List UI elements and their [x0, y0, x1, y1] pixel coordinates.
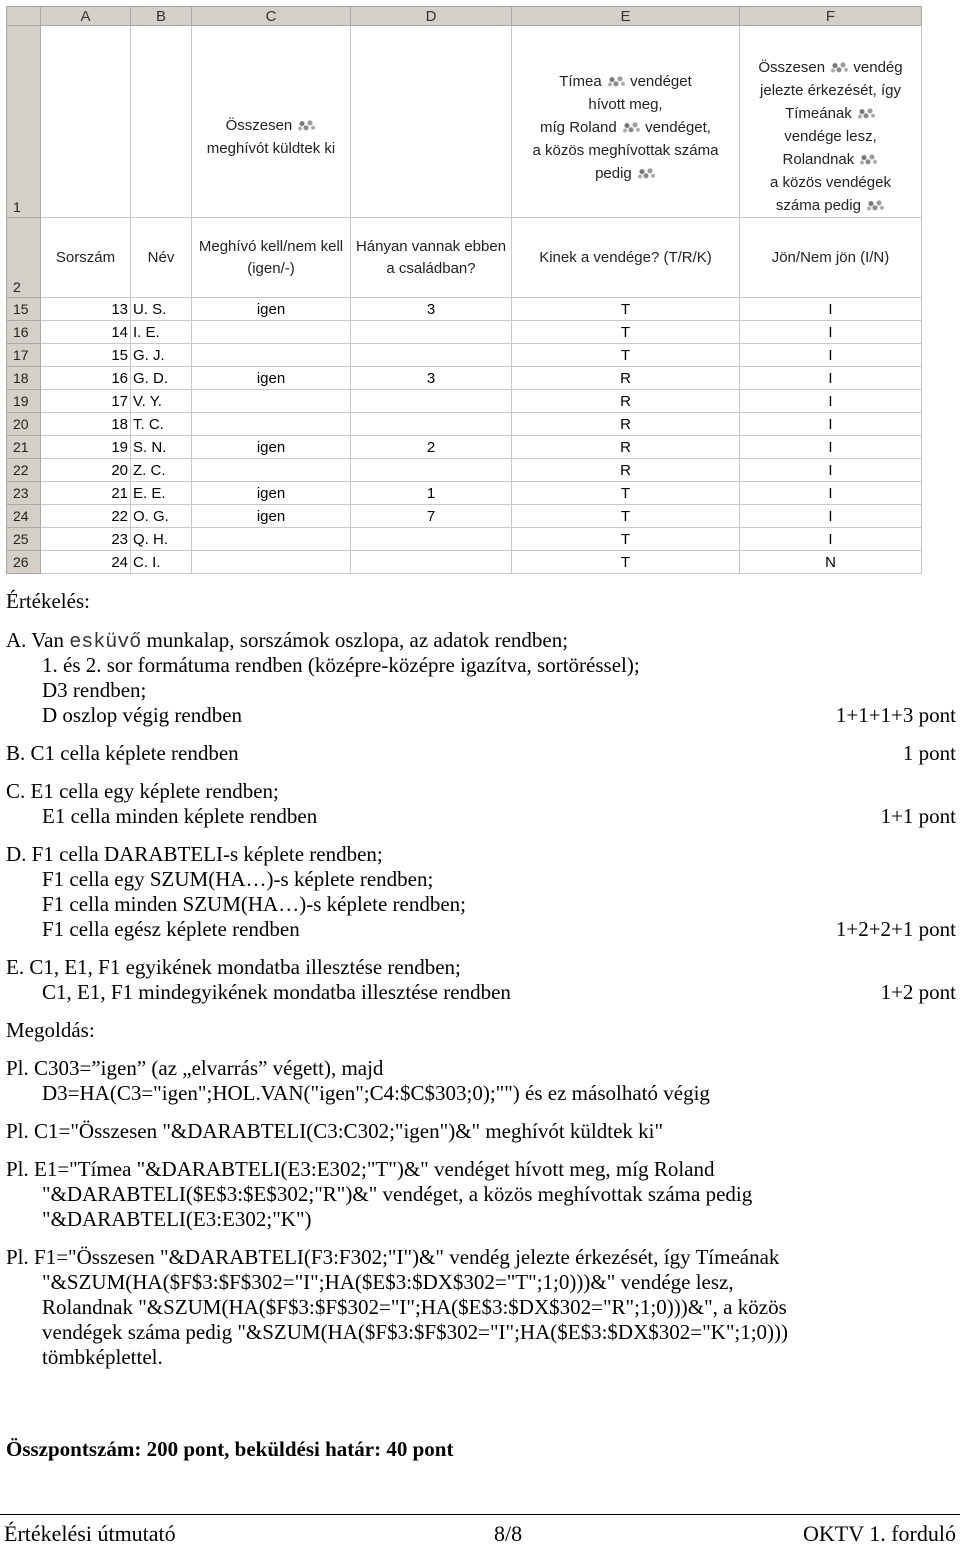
eval-a-line-2: 1. és 2. sor formátuma rendben (középre-középre igazítva, sortöréssel);	[42, 653, 640, 677]
cell-c[interactable]	[192, 551, 351, 574]
eval-a-points: 1+1+1+3 pont	[835, 703, 956, 727]
obscured-number-icon	[856, 106, 876, 120]
cell-e[interactable]: T	[512, 528, 740, 551]
solution-p4-line-3: Rolandnak "&SZUM(HA($F$3:$F$302="I";HA($E$3:$DX$302="R";1;0)))&", a közös	[42, 1295, 787, 1319]
cell-e1-text-2: vendéget	[630, 73, 692, 90]
cell-c[interactable]	[192, 321, 351, 344]
cell-c[interactable]	[192, 459, 351, 482]
row-header[interactable]: 21	[7, 436, 41, 459]
row-header[interactable]: 15	[7, 298, 41, 321]
row-header[interactable]: 22	[7, 459, 41, 482]
table-row	[7, 436, 922, 459]
cell-d[interactable]	[351, 413, 512, 436]
column-header-f[interactable]: F	[740, 7, 922, 26]
cell-f1[interactable]	[740, 26, 922, 218]
solution-p3-line-1: Pl. E1="Tímea "&DARABTELI(E3:E302;"T")&" vendéget hívott meg, míg Roland	[6, 1157, 715, 1181]
cell-d[interactable]: 3	[351, 367, 512, 390]
cell-e1[interactable]	[512, 26, 740, 218]
cell-d[interactable]: 7	[351, 505, 512, 528]
cell-f1-text-1: Összesen	[758, 59, 826, 76]
cell-a[interactable]: 22	[41, 505, 131, 528]
cell-f[interactable]: I	[740, 505, 922, 528]
cell-e[interactable]: T	[512, 482, 740, 505]
cell-e1-text-4: míg Roland	[540, 119, 617, 136]
solution-heading: Megoldás:	[6, 1018, 95, 1042]
solution-p1-line-1: Pl. C303=”igen” (az „elvarrás” végett), majd	[6, 1056, 384, 1080]
eval-a-line-1	[6, 628, 956, 655]
cell-b[interactable]: G. D.	[131, 367, 192, 390]
eval-d-line-3: F1 cella minden SZUM(HA…)-s képlete rendben;	[42, 892, 466, 916]
cell-f[interactable]: I	[740, 344, 922, 367]
cell-b2[interactable]: Név	[131, 218, 192, 298]
total-points: Összpontszám: 200 pont, beküldési határ: 40 pont	[6, 1437, 454, 1461]
table-row	[7, 505, 922, 528]
cell-e[interactable]: R	[512, 367, 740, 390]
cell-a[interactable]: 17	[41, 390, 131, 413]
cell-f1-text-7: a közös vendégek	[770, 174, 891, 191]
cell-b[interactable]: E. E.	[131, 482, 192, 505]
row-header[interactable]: 20	[7, 413, 41, 436]
cell-a[interactable]: 20	[41, 459, 131, 482]
eval-a-line-4: D oszlop végig rendben	[42, 703, 243, 727]
page-number: 8/8	[494, 1521, 523, 1545]
cell-d[interactable]: 3	[351, 298, 512, 321]
column-header-d[interactable]: D	[351, 7, 512, 26]
cell-a[interactable]: 13	[41, 298, 131, 321]
cell-b[interactable]: G. J.	[131, 344, 192, 367]
cell-a[interactable]: 14	[41, 321, 131, 344]
eval-b-points: 1 pont	[902, 741, 956, 765]
sheet-row-2	[7, 218, 922, 298]
cell-a2[interactable]: Sorszám	[41, 218, 131, 298]
cell-c[interactable]	[192, 344, 351, 367]
cell-a[interactable]: 16	[41, 367, 131, 390]
cell-e1-text-5: vendéget,	[645, 119, 711, 136]
cell-f1-text-6: Rolandnak	[782, 151, 855, 168]
cell-b[interactable]: I. E.	[131, 321, 192, 344]
row-header[interactable]: 2	[7, 218, 41, 298]
row-header[interactable]: 17	[7, 344, 41, 367]
row-header[interactable]: 19	[7, 390, 41, 413]
table-row	[7, 298, 922, 321]
cell-b[interactable]: U. S.	[131, 298, 192, 321]
eval-e-line-2: C1, E1, F1 mindegyikének mondatba illesztése rendben	[42, 980, 511, 1004]
eval-d-line-4: F1 cella egész képlete rendben	[42, 917, 300, 941]
cell-c2[interactable]: Meghívó kell/nem kell (igen/-)	[192, 218, 351, 298]
worksheet-name: esküvő	[69, 631, 142, 654]
column-header-c[interactable]: C	[192, 7, 351, 26]
cell-b[interactable]: S. N.	[131, 436, 192, 459]
table-row	[7, 551, 922, 574]
column-header-row	[7, 7, 922, 26]
cell-c1[interactable]	[192, 26, 351, 218]
cell-f[interactable]: I	[740, 321, 922, 344]
cell-a1[interactable]	[41, 26, 131, 218]
footer-right: OKTV 1. forduló	[803, 1521, 956, 1545]
cell-c[interactable]: igen	[192, 298, 351, 321]
cell-c[interactable]: igen	[192, 482, 351, 505]
table-row	[7, 321, 922, 344]
row-header[interactable]: 16	[7, 321, 41, 344]
table-row	[7, 459, 922, 482]
footer-divider	[0, 1514, 960, 1515]
cell-d[interactable]	[351, 344, 512, 367]
cell-f1-text-4: Tímeának	[785, 105, 852, 122]
cell-c1-text-1: Összesen	[225, 116, 293, 134]
solution-p3-line-3: "&DARABTELI(E3:E302;"K")	[42, 1207, 312, 1231]
obscured-number-icon	[858, 152, 878, 166]
cell-e2[interactable]: Kinek a vendége? (T/R/K)	[512, 218, 740, 298]
cell-b[interactable]: Q. H.	[131, 528, 192, 551]
cell-f1-text-2: vendég	[853, 59, 903, 76]
cell-e[interactable]: T	[512, 551, 740, 574]
row-header[interactable]: 25	[7, 528, 41, 551]
solution-p4-line-4: vendégek száma pedig "&SZUM(HA($F$3:$F$302="I";HA($E$3:$DX$302="K";1;0)))	[42, 1320, 789, 1344]
cell-b[interactable]: T. C.	[131, 413, 192, 436]
cell-e1-text-1: Tímea	[559, 73, 602, 90]
cell-f[interactable]: I	[740, 436, 922, 459]
cell-e[interactable]: R	[512, 459, 740, 482]
eval-a-line-3: D3 rendben;	[42, 678, 147, 702]
cell-a[interactable]: 19	[41, 436, 131, 459]
evaluation-heading: Értékelés:	[6, 589, 90, 613]
table-row	[7, 482, 922, 505]
cell-b[interactable]: V. Y.	[131, 390, 192, 413]
cell-a[interactable]: 23	[41, 528, 131, 551]
cell-b[interactable]: Z. C.	[131, 459, 192, 482]
eval-b-line-1: B. C1 cella képlete rendben	[6, 741, 239, 765]
cell-f[interactable]: I	[740, 390, 922, 413]
cell-c1-text-2: meghívót küldtek ki	[206, 139, 336, 157]
cell-f2[interactable]: Jön/Nem jön (I/N)	[740, 218, 922, 298]
cell-e[interactable]: T	[512, 321, 740, 344]
obscured-number-icon	[621, 120, 641, 134]
obscured-number-icon	[865, 198, 885, 212]
table-row	[7, 390, 922, 413]
solution-p4-line-5: tömbképlettel.	[42, 1345, 163, 1369]
cell-e[interactable]: T	[512, 344, 740, 367]
footer-left: Értékelési útmutató	[4, 1521, 176, 1545]
spreadsheet-grid	[6, 6, 922, 574]
cell-c[interactable]	[192, 390, 351, 413]
cell-e[interactable]: T	[512, 298, 740, 321]
cell-a[interactable]: 24	[41, 551, 131, 574]
cell-e1-text-6: a közös meghívottak száma	[532, 142, 719, 159]
cell-b[interactable]: O. G.	[131, 505, 192, 528]
cell-e[interactable]: R	[512, 390, 740, 413]
solution-p2-line-1: Pl. C1="Összesen "&DARABTELI(C3:C302;"igen")&" meghívót küldtek ki"	[6, 1119, 664, 1143]
cell-d2[interactable]: Hányan vannak ebben a családban?	[351, 218, 512, 298]
row-header[interactable]: 26	[7, 551, 41, 574]
eval-d-points: 1+2+2+1 pont	[835, 917, 956, 941]
obscured-number-icon	[829, 60, 849, 74]
cell-c[interactable]: igen	[192, 436, 351, 459]
cell-d[interactable]	[351, 459, 512, 482]
solution-p1-line-2: D3=HA(C3="igen";HOL.VAN("igen";C4:$C$303;0);"") és ez másolható végig	[42, 1081, 710, 1105]
cell-e1-text-7: pedig	[595, 165, 632, 182]
cell-a[interactable]: 18	[41, 413, 131, 436]
cell-d1[interactable]	[351, 26, 512, 218]
table-row	[7, 413, 922, 436]
column-header-e[interactable]: E	[512, 7, 740, 26]
cell-f[interactable]: I	[740, 367, 922, 390]
cell-b[interactable]: C. I.	[131, 551, 192, 574]
eval-e-line-1: E. C1, E1, F1 egyikének mondatba illesztése rendben;	[6, 955, 461, 979]
cell-c[interactable]	[192, 413, 351, 436]
solution-p4-line-2: "&SZUM(HA($F$3:$F$302="I";HA($E$3:$DX$302="T";1;0)))&" vendége lesz,	[42, 1270, 734, 1294]
eval-c-line-2: E1 cella minden képlete rendben	[42, 804, 318, 828]
cell-d[interactable]	[351, 528, 512, 551]
cell-c[interactable]	[192, 528, 351, 551]
row-header[interactable]: 24	[7, 505, 41, 528]
eval-c-points: 1+1 pont	[880, 804, 956, 828]
cell-d[interactable]	[351, 321, 512, 344]
spreadsheet-screenshot	[6, 6, 921, 570]
row-header[interactable]: 23	[7, 482, 41, 505]
row-header[interactable]: 1	[7, 26, 41, 218]
eval-e-points: 1+2 pont	[880, 980, 956, 1004]
cell-f[interactable]: I	[740, 459, 922, 482]
cell-e1-text-3: hívott meg,	[588, 96, 663, 113]
cell-d[interactable]	[351, 390, 512, 413]
cell-f1-text-5: vendége lesz,	[784, 128, 877, 145]
cell-e[interactable]: R	[512, 436, 740, 459]
eval-c-line-1: C. E1 cella egy képlete rendben;	[6, 779, 279, 803]
obscured-number-icon	[296, 118, 316, 132]
cell-f1-text-8: száma pedig	[775, 197, 861, 214]
solution-p3-line-2: "&DARABTELI($E$3:$E$302;"R")&" vendéget, a közös meghívottak száma pedig	[42, 1182, 753, 1206]
solution-p4-line-1: Pl. F1="Összesen "&DARABTELI(F3:F302;"I")&" vendég jelezte érkezését, így Tímeának	[6, 1245, 780, 1269]
cell-f[interactable]: I	[740, 413, 922, 436]
cell-c[interactable]: igen	[192, 367, 351, 390]
eval-d-line-2: F1 cella egy SZUM(HA…)-s képlete rendben;	[42, 867, 434, 891]
cell-e[interactable]: T	[512, 505, 740, 528]
table-row	[7, 344, 922, 367]
eval-a-text: munkalap, sorszámok oszlopa, az adatok rendben;	[141, 628, 569, 652]
eval-a-text: A. Van	[6, 628, 70, 652]
obscured-number-icon	[636, 166, 656, 180]
cell-f1-text-3: jelezte érkezését, így	[760, 82, 901, 99]
cell-f[interactable]: I	[740, 528, 922, 551]
sheet-data-rows	[7, 298, 922, 574]
eval-d-line-1: D. F1 cella DARABTELI-s képlete rendben;	[6, 842, 383, 866]
cell-b1[interactable]	[131, 26, 192, 218]
select-all-corner[interactable]	[7, 7, 41, 26]
cell-a[interactable]: 21	[41, 482, 131, 505]
sheet-row-1	[7, 26, 922, 218]
cell-f[interactable]: I	[740, 298, 922, 321]
table-row	[7, 367, 922, 390]
cell-d[interactable]	[351, 551, 512, 574]
cell-e[interactable]: R	[512, 413, 740, 436]
cell-f[interactable]: I	[740, 482, 922, 505]
cell-c[interactable]: igen	[192, 505, 351, 528]
row-header[interactable]: 18	[7, 367, 41, 390]
cell-d[interactable]: 1	[351, 482, 512, 505]
cell-a[interactable]: 15	[41, 344, 131, 367]
obscured-number-icon	[606, 74, 626, 88]
cell-f[interactable]: N	[740, 551, 922, 574]
table-row	[7, 528, 922, 551]
column-header-b[interactable]: B	[131, 7, 192, 26]
column-header-a[interactable]: A	[41, 7, 131, 26]
cell-d[interactable]: 2	[351, 436, 512, 459]
